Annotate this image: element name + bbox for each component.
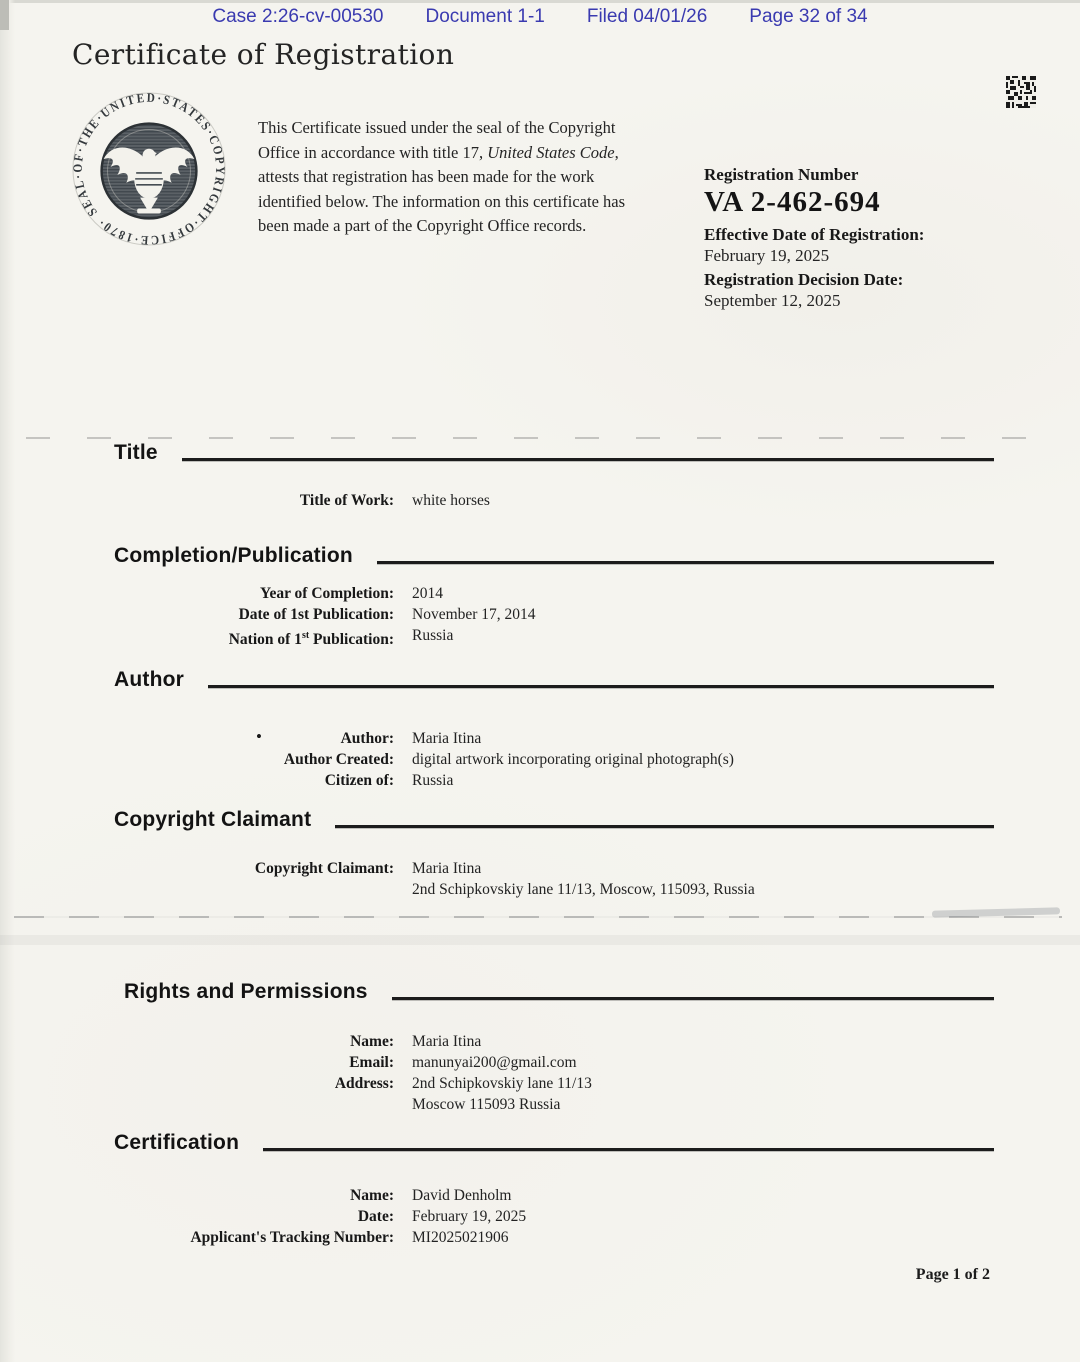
- label-superscript: st: [301, 630, 310, 641]
- field-value: Russia: [412, 627, 454, 644]
- section-title: [0, 441, 1080, 511]
- field-value: November 17, 2014: [412, 606, 536, 623]
- registration-number: VA 2-462-694: [704, 186, 881, 218]
- filed-date: Filed 04/01/26: [586, 6, 708, 27]
- section-heading-author: Author: [114, 668, 185, 691]
- claimant-name: Maria Itina: [412, 860, 482, 877]
- section-heading-certification: Certification: [114, 1131, 240, 1154]
- field-row-certification-date: [0, 1206, 1080, 1227]
- field-value: digital artwork incorporating original photograph(s): [412, 751, 734, 768]
- field-label: Name:: [350, 1187, 394, 1204]
- section-completion-publication: [0, 544, 1080, 650]
- field-row-rights-address: [0, 1073, 1080, 1115]
- scan-streak: [26, 437, 1034, 439]
- filing-page-indicator: Page 32 of 34: [749, 6, 868, 27]
- field-label: Applicant's Tracking Number:: [190, 1229, 394, 1246]
- section-rule: [392, 997, 994, 1000]
- statement-italic-cite: United States Code: [487, 142, 615, 162]
- section-rule: [335, 825, 994, 828]
- scan-edge-top: [0, 0, 1080, 3]
- field-label: Address:: [334, 1075, 394, 1092]
- decision-date-value: September 12, 2025: [704, 291, 841, 310]
- statement-part1: This Certificate issued under the seal of the Copyright Office in accordance with title 17,: [258, 118, 616, 162]
- field-row-tracking-number: [0, 1227, 1080, 1248]
- field-label: Name:: [350, 1033, 394, 1050]
- field-label: Year of Completion:: [259, 585, 394, 602]
- claimant-address: 2nd Schipkovskiy lane 11/13, Moscow, 115093, Russia: [412, 881, 755, 898]
- section-rule: [208, 685, 994, 688]
- field-value: [412, 858, 1080, 900]
- field-label: Title of Work:: [299, 492, 394, 509]
- registration-number-label: Registration Number: [704, 165, 859, 184]
- copyright-office-seal-icon: [70, 90, 228, 248]
- label-text: Nation of 1: [228, 631, 302, 649]
- field-row-certification-name: [0, 1185, 1080, 1206]
- field-row-author: [0, 728, 1080, 749]
- court-filing-header: [0, 6, 1080, 28]
- registration-block: [704, 164, 1049, 314]
- field-value: white horses: [412, 492, 490, 509]
- field-value: manunyai200@gmail.com: [412, 1054, 577, 1071]
- field-label: Date of 1st Publication:: [238, 606, 394, 623]
- field-row-nation-of-first-publication: [0, 625, 1080, 650]
- field-row-copyright-claimant: [0, 858, 1080, 900]
- scan-streak: [14, 916, 1062, 918]
- certificate-statement: [258, 116, 660, 239]
- section-certification: [0, 1131, 1080, 1248]
- field-label: Copyright Claimant:: [254, 860, 394, 877]
- field-value: Maria Itina: [412, 1033, 482, 1050]
- scan-streak: [932, 907, 1060, 917]
- field-row-date-of-first-publication: [0, 604, 1080, 625]
- barcode-icon: [1006, 76, 1036, 108]
- address-line-1: 2nd Schipkovskiy lane 11/13: [412, 1075, 592, 1092]
- field-label: [0, 625, 394, 650]
- seal-ring-text: SEAL·OF·THE·UNITED·STATES·COPYRIGHT·OFFICE·1870·: [70, 90, 228, 248]
- field-label: Citizen of:: [324, 772, 394, 789]
- field-label: Email:: [349, 1054, 394, 1071]
- field-row-author-created: [0, 749, 1080, 770]
- section-heading-completion: Completion/Publication: [114, 544, 353, 567]
- field-value: February 19, 2025: [412, 1208, 527, 1225]
- address-line-2: Moscow 115093 Russia: [412, 1096, 561, 1113]
- field-value: Maria Itina: [412, 730, 482, 747]
- field-label: Author:: [340, 730, 394, 747]
- field-label: Author Created:: [283, 751, 394, 768]
- page-title: Certificate of Registration: [72, 38, 455, 71]
- field-row-rights-name: [0, 1031, 1080, 1052]
- field-value: David Denholm: [412, 1187, 512, 1204]
- section-heading-rights: Rights and Permissions: [124, 980, 368, 1003]
- section-rights-and-permissions: [0, 980, 1080, 1115]
- label-text: Publication:: [309, 631, 394, 649]
- decision-date-label: Registration Decision Date:: [704, 270, 904, 289]
- field-row-year-of-completion: [0, 583, 1080, 604]
- statement-part2: , attests that registration has been made for the work identified below. The information on this certificate has been made a part of the Copyright Office records.: [258, 142, 626, 236]
- effective-date-value: February 19, 2025: [704, 246, 830, 265]
- case-number: Case 2:26-cv-00530: [212, 6, 384, 27]
- page-indicator: Page 1 of 2: [915, 1266, 990, 1283]
- section-rule: [377, 561, 994, 564]
- field-value: 2014: [412, 585, 443, 602]
- field-row-rights-email: [0, 1052, 1080, 1073]
- section-heading-claimant: Copyright Claimant: [114, 808, 312, 831]
- field-value: [412, 1073, 1080, 1115]
- section-rule: [182, 458, 994, 461]
- section-author: [0, 668, 1080, 791]
- field-value: MI2025021906: [412, 1229, 509, 1246]
- scan-streak: [0, 935, 1080, 945]
- section-rule: [263, 1148, 994, 1151]
- field-row-title-of-work: [0, 490, 1080, 511]
- field-label: Date:: [357, 1208, 394, 1225]
- effective-date-label: Effective Date of Registration:: [704, 225, 925, 244]
- section-copyright-claimant: [0, 808, 1080, 900]
- document-number: Document 1-1: [425, 6, 545, 27]
- section-heading-title: Title: [114, 441, 158, 464]
- field-row-citizen-of: [0, 770, 1080, 791]
- author-bullet: •: [256, 727, 262, 746]
- field-value: Russia: [412, 772, 454, 789]
